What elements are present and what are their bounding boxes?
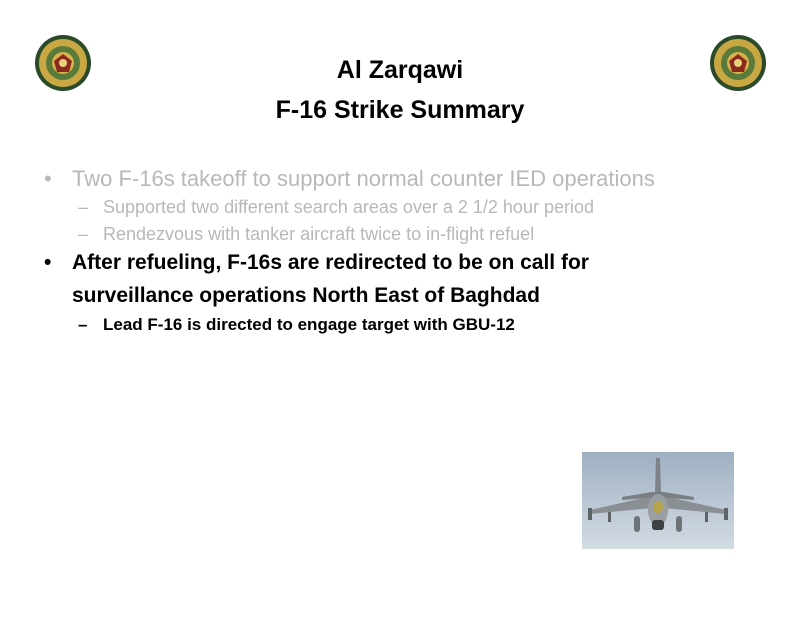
bullet-marker: • — [44, 166, 52, 191]
bullet-marker: • — [44, 251, 52, 274]
bullet-2-text-line1: After refueling, F-16s are redirected to be on call for — [72, 251, 589, 274]
f16-jet-photo-icon — [582, 452, 734, 549]
dash-marker: – — [78, 224, 89, 244]
slide-title: Al Zarqawi — [336, 56, 464, 84]
dash-marker: – — [78, 197, 89, 217]
slide-subtitle: F-16 Strike Summary — [275, 96, 525, 124]
sub-bullet-2-1-text: Lead F-16 is directed to engage target with GBU-12 — [103, 315, 515, 334]
bullet-2-text-line2: surveillance operations North East of Baghdad — [72, 284, 540, 307]
sub-bullet-1-2-text: Rendezvous with tanker aircraft twice to in-flight refuel — [103, 224, 535, 244]
bullet-1-text: Two F-16s takeoff to support normal counter IED operations — [72, 166, 655, 191]
dash-marker: – — [78, 315, 88, 334]
sub-bullet-1-1-text: Supported two different search areas over a 2 1/2 hour period — [103, 197, 594, 217]
